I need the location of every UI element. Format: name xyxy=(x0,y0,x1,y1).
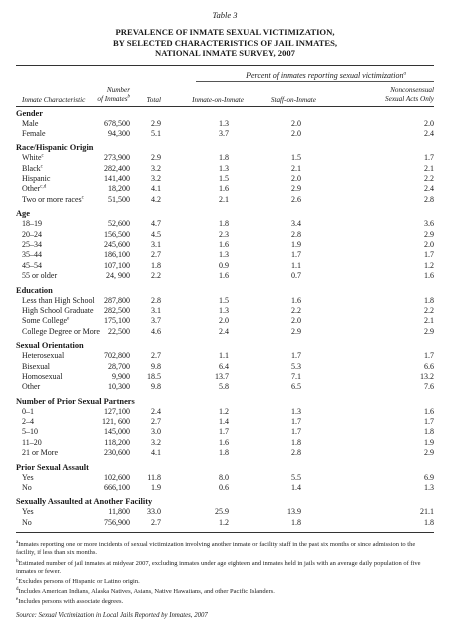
cell-inmate-on-inmate: 1.8 xyxy=(219,153,229,163)
table-row xyxy=(16,417,434,427)
cell-staff-on-inmate: 1.9 xyxy=(291,240,301,250)
cell-number: 678,500 xyxy=(104,118,130,128)
footnote xyxy=(16,578,434,586)
row-label xyxy=(22,483,32,493)
cell-inmate-on-inmate: 2.4 xyxy=(219,326,229,336)
cell-total: 11.8 xyxy=(147,472,161,482)
row-label-text: Homosexual xyxy=(22,371,63,381)
table-row xyxy=(16,362,434,372)
row-label xyxy=(22,507,34,517)
row-label-text: 0–1 xyxy=(22,406,34,416)
row-label xyxy=(22,518,32,528)
title-line: NATIONAL INMATE SURVEY, 2007 xyxy=(155,48,295,58)
header-rule xyxy=(16,106,434,107)
cell-total: 2.7 xyxy=(151,517,161,527)
cell-nonconsensual: 2.2 xyxy=(424,174,434,184)
footnote-mark: c xyxy=(41,153,44,159)
table-title xyxy=(16,27,434,59)
row-label xyxy=(22,153,44,163)
row-label-text: Heterosexual xyxy=(22,351,65,361)
cell-nonconsensual: 2.2 xyxy=(424,305,434,315)
cell-total: 9.8 xyxy=(151,382,161,392)
cell-nonconsensual: 2.4 xyxy=(424,184,434,194)
footnote-mark: b xyxy=(16,558,19,564)
cell-total: 2.9 xyxy=(151,153,161,163)
cell-number: 186,100 xyxy=(104,250,130,260)
row-label-text: Female xyxy=(22,128,46,138)
cell-inmate-on-inmate: 1.5 xyxy=(219,174,229,184)
row-label xyxy=(22,174,50,184)
cell-staff-on-inmate: 2.0 xyxy=(291,316,301,326)
row-label-text: 20–24 xyxy=(22,229,42,239)
cell-number: 702,800 xyxy=(104,351,130,361)
row-label xyxy=(22,240,42,250)
cell-inmate-on-inmate: 1.8 xyxy=(219,448,229,458)
row-label-text: Male xyxy=(22,118,39,128)
col-inmate-on-inmate: Inmate-on-Inmate xyxy=(192,95,244,104)
cell-staff-on-inmate: 2.6 xyxy=(291,194,301,204)
percent-header xyxy=(16,70,434,81)
cell-number: 102,600 xyxy=(104,472,130,482)
table-row xyxy=(16,518,434,528)
cell-total: 3.2 xyxy=(151,163,161,173)
cell-number: 141,400 xyxy=(104,174,130,184)
cell-total: 2.7 xyxy=(151,417,161,427)
row-label xyxy=(22,195,84,205)
footnote-mark: c xyxy=(40,164,43,170)
cell-total: 4.1 xyxy=(151,184,161,194)
cell-inmate-on-inmate: 5.8 xyxy=(219,382,229,392)
cell-number: 94,300 xyxy=(108,128,130,138)
cell-number: 145,000 xyxy=(104,427,130,437)
row-label-text: No xyxy=(22,483,32,493)
cell-nonconsensual: 1.2 xyxy=(424,260,434,270)
cell-total: 2.9 xyxy=(151,118,161,128)
cell-staff-on-inmate: 1.1 xyxy=(291,260,301,270)
cell-number: 245,600 xyxy=(104,240,130,250)
cell-inmate-on-inmate: 1.3 xyxy=(219,250,229,260)
cell-staff-on-inmate: 2.0 xyxy=(291,118,301,128)
table-row xyxy=(16,327,434,337)
row-label-text: Bisexual xyxy=(22,361,50,371)
row-label xyxy=(22,261,42,271)
cell-total: 2.7 xyxy=(151,250,161,260)
table-row xyxy=(16,351,434,361)
cell-staff-on-inmate: 1.7 xyxy=(291,427,301,437)
table-row xyxy=(16,296,434,306)
cell-total: 18.5 xyxy=(147,371,161,381)
section-heading: Sexually Assaulted at Another Facility xyxy=(16,497,153,507)
cell-total: 1.9 xyxy=(151,483,161,493)
row-label-text: Some College xyxy=(22,316,68,326)
table-row xyxy=(16,219,434,229)
cell-staff-on-inmate: 1.8 xyxy=(291,517,301,527)
cell-number: 273,900 xyxy=(104,153,130,163)
cell-inmate-on-inmate: 1.3 xyxy=(219,118,229,128)
cell-inmate-on-inmate: 1.5 xyxy=(219,295,229,305)
cell-total: 3.2 xyxy=(151,174,161,184)
table-row xyxy=(16,507,434,517)
cell-nonconsensual: 1.6 xyxy=(424,406,434,416)
row-label xyxy=(22,327,100,337)
cell-nonconsensual: 2.1 xyxy=(424,163,434,173)
cell-number: 118,200 xyxy=(104,437,130,447)
table-row xyxy=(16,129,434,139)
col-characteristic: Inmate Characteristic xyxy=(22,95,86,104)
row-label xyxy=(22,473,34,483)
cell-number: 175,100 xyxy=(104,316,130,326)
cell-staff-on-inmate: 3.4 xyxy=(291,219,301,229)
column-headers xyxy=(16,82,434,106)
table-row xyxy=(16,448,434,458)
table-row xyxy=(16,250,434,260)
col-total: Total xyxy=(146,95,161,104)
cell-total: 4.5 xyxy=(151,229,161,239)
footnote xyxy=(16,560,434,576)
cell-staff-on-inmate: 5.5 xyxy=(291,472,301,482)
row-label xyxy=(22,230,42,240)
table-row xyxy=(16,240,434,250)
cell-number: 121, 600 xyxy=(102,417,130,427)
percent-header-footnote-mark: a xyxy=(403,70,406,76)
cell-number: 9,900 xyxy=(112,371,130,381)
cell-inmate-on-inmate: 1.2 xyxy=(219,517,229,527)
table-label: Table 3 xyxy=(212,10,238,20)
cell-total: 3.1 xyxy=(151,240,161,250)
row-label xyxy=(22,219,42,229)
row-label-text: 21 or More xyxy=(22,448,58,458)
cell-inmate-on-inmate: 1.6 xyxy=(219,240,229,250)
cell-staff-on-inmate: 2.2 xyxy=(291,305,301,315)
cell-number: 282,400 xyxy=(104,163,130,173)
cell-nonconsensual: 1.7 xyxy=(424,351,434,361)
row-label-text: 45–54 xyxy=(22,260,42,270)
table-row xyxy=(16,230,434,240)
row-label-text: 35–44 xyxy=(22,250,42,260)
cell-nonconsensual: 1.8 xyxy=(424,427,434,437)
cell-inmate-on-inmate: 6.4 xyxy=(219,361,229,371)
bottom-rule xyxy=(16,532,434,533)
footnote-mark: c,d xyxy=(40,184,47,190)
percent-header-text: Percent of inmates reporting sexual victimization xyxy=(246,70,404,80)
row-label xyxy=(22,164,43,174)
col-number-line2 xyxy=(97,95,130,104)
row-label xyxy=(22,427,38,437)
cell-staff-on-inmate: 0.7 xyxy=(291,271,301,281)
col-number-line2-text: of Inmates xyxy=(97,94,128,103)
table-row xyxy=(16,119,434,129)
cell-staff-on-inmate: 5.3 xyxy=(291,361,301,371)
row-label-text: College Degree or More xyxy=(22,326,100,336)
cell-inmate-on-inmate: 2.0 xyxy=(219,316,229,326)
cell-number: 51,500 xyxy=(108,194,130,204)
cell-number: 11,800 xyxy=(108,507,130,517)
table-row xyxy=(16,184,434,194)
cell-inmate-on-inmate: 1.2 xyxy=(219,406,229,416)
row-label-text: Yes xyxy=(22,472,34,482)
table-row xyxy=(16,306,434,316)
footnote-text: Excludes persons of Hispanic or Latino origin. xyxy=(18,578,140,586)
row-label-text: 2–4 xyxy=(22,417,34,427)
table-row xyxy=(16,174,434,184)
cell-inmate-on-inmate: 1.8 xyxy=(219,219,229,229)
row-label xyxy=(22,306,94,316)
section-heading: Education xyxy=(16,285,53,295)
row-label xyxy=(22,250,42,260)
cell-nonconsensual: 2.8 xyxy=(424,194,434,204)
section-heading: Gender xyxy=(16,108,43,118)
row-label-text: White xyxy=(22,153,42,163)
section-heading: Age xyxy=(16,209,30,219)
cell-nonconsensual: 1.8 xyxy=(424,295,434,305)
cell-nonconsensual: 3.6 xyxy=(424,219,434,229)
row-label xyxy=(22,438,42,448)
table-row xyxy=(16,382,434,392)
cell-staff-on-inmate: 7.1 xyxy=(291,371,301,381)
cell-nonconsensual: 2.4 xyxy=(424,128,434,138)
cell-total: 2.4 xyxy=(151,406,161,416)
cell-number: 22,500 xyxy=(108,326,130,336)
row-label-text: 5–10 xyxy=(22,427,38,437)
col-nonconsensual-line2: Sexual Acts Only xyxy=(385,94,434,103)
title-line: BY SELECTED CHARACTERISTICS OF JAIL INMATES, xyxy=(112,37,338,48)
footnote-mark: e xyxy=(16,597,19,603)
cell-inmate-on-inmate: 1.6 xyxy=(219,184,229,194)
footnote-text: Includes persons with associate degrees. xyxy=(18,598,124,606)
cell-number: 18,200 xyxy=(108,184,130,194)
row-label xyxy=(22,407,34,417)
row-label-text: 18–19 xyxy=(22,219,42,229)
table-row xyxy=(16,427,434,437)
row-label-text: No xyxy=(22,517,32,527)
cell-nonconsensual: 6.9 xyxy=(424,472,434,482)
footnote-text: Estimated number of jail inmates at midyear 2007, excluding inmates under age eighteen and inmates held in jails with an average daily population of five inmates or fewer. xyxy=(16,559,421,575)
cell-total: 4.2 xyxy=(151,194,161,204)
cell-inmate-on-inmate: 1.4 xyxy=(219,417,229,427)
cell-total: 33.0 xyxy=(147,507,161,517)
cell-total: 3.2 xyxy=(151,437,161,447)
cell-inmate-on-inmate: 0.6 xyxy=(219,483,229,493)
cell-inmate-on-inmate: 1.6 xyxy=(219,437,229,447)
cell-nonconsensual: 6.6 xyxy=(424,361,434,371)
row-label xyxy=(22,184,46,194)
row-label-text: Less than High School xyxy=(22,295,95,305)
cell-nonconsensual: 1.8 xyxy=(424,517,434,527)
title-line: PREVALENCE OF INMATE SEXUAL VICTIMIZATION, xyxy=(115,27,335,37)
cell-number: 28,700 xyxy=(108,361,130,371)
row-label-text: Hispanic xyxy=(22,174,51,184)
footnote-mark: c xyxy=(16,576,19,582)
table-row xyxy=(16,473,434,483)
cell-total: 4.1 xyxy=(151,448,161,458)
col-number-line1: Number xyxy=(106,85,130,94)
table-row xyxy=(16,261,434,271)
cell-staff-on-inmate: 2.0 xyxy=(291,174,301,184)
table-row xyxy=(16,407,434,417)
cell-number: 230,600 xyxy=(104,448,130,458)
cell-inmate-on-inmate: 1.1 xyxy=(219,351,229,361)
cell-number: 52,600 xyxy=(108,219,130,229)
row-label xyxy=(22,129,46,139)
cell-nonconsensual: 1.7 xyxy=(424,153,434,163)
row-label xyxy=(22,362,50,372)
cell-number: 127,100 xyxy=(104,406,130,416)
section-heading: Prior Sexual Assault xyxy=(16,462,89,472)
cell-staff-on-inmate: 1.3 xyxy=(291,406,301,416)
cell-total: 2.2 xyxy=(151,271,161,281)
cell-inmate-on-inmate: 0.9 xyxy=(219,260,229,270)
cell-nonconsensual: 2.9 xyxy=(424,448,434,458)
table-body xyxy=(16,108,434,529)
cell-total: 3.1 xyxy=(151,305,161,315)
cell-inmate-on-inmate: 1.6 xyxy=(219,271,229,281)
cell-nonconsensual: 1.7 xyxy=(424,417,434,427)
source-note: Source: Sexual Victimization in Local Jails Reported by Inmates, 2007 xyxy=(16,611,208,619)
cell-total: 1.8 xyxy=(151,260,161,270)
col-nonconsensual-line1: Nonconsensual xyxy=(390,85,434,94)
cell-inmate-on-inmate: 2.3 xyxy=(219,229,229,239)
cell-staff-on-inmate: 1.6 xyxy=(291,295,301,305)
cell-inmate-on-inmate: 1.7 xyxy=(219,427,229,437)
cell-staff-on-inmate: 1.4 xyxy=(291,483,301,493)
footnote-text: Inmates reporting one or more incidents of sexual victimization involving another inmate or facility staff in the past six months or since admission to the facility, if less than six months. xyxy=(16,541,416,557)
cell-number: 666,100 xyxy=(104,483,130,493)
table-row xyxy=(16,195,434,205)
cell-total: 2.7 xyxy=(151,351,161,361)
row-label xyxy=(22,296,95,306)
cell-total: 4.6 xyxy=(151,326,161,336)
cell-number: 282,500 xyxy=(104,305,130,315)
col-number-footnote-mark: b xyxy=(127,94,130,100)
row-label-text: 55 or older xyxy=(22,271,58,281)
row-label xyxy=(22,372,62,382)
row-label xyxy=(22,382,40,392)
table-row xyxy=(16,316,434,326)
footnote-text: Includes American Indians, Alaska Natives, Asians, Native Hawaiians, and other Pacific Islanders. xyxy=(18,588,275,596)
footnote xyxy=(16,541,434,557)
cell-number: 156,500 xyxy=(104,229,130,239)
cell-number: 10,300 xyxy=(108,382,130,392)
cell-nonconsensual: 1.6 xyxy=(424,271,434,281)
cell-total: 5.1 xyxy=(151,128,161,138)
row-label-text: 25–34 xyxy=(22,240,42,250)
cell-inmate-on-inmate: 3.7 xyxy=(219,128,229,138)
col-staff-on-inmate: Staff-on-Inmate xyxy=(270,95,316,104)
section-heading: Sexual Orientation xyxy=(16,341,84,351)
top-rule xyxy=(16,65,434,66)
cell-nonconsensual: 13.2 xyxy=(420,371,434,381)
cell-nonconsensual: 2.9 xyxy=(424,326,434,336)
cell-staff-on-inmate: 1.7 xyxy=(291,351,301,361)
row-label xyxy=(22,417,34,427)
cell-nonconsensual: 21.1 xyxy=(420,507,434,517)
cell-nonconsensual: 2.1 xyxy=(424,316,434,326)
table-row xyxy=(16,153,434,163)
cell-number: 24, 900 xyxy=(106,271,130,281)
row-label xyxy=(22,119,38,129)
row-label xyxy=(22,351,64,361)
cell-nonconsensual: 1.3 xyxy=(424,483,434,493)
cell-staff-on-inmate: 2.8 xyxy=(291,448,301,458)
cell-inmate-on-inmate: 25.9 xyxy=(215,507,229,517)
row-label-text: High School Graduate xyxy=(22,305,94,315)
footnote-mark: c xyxy=(81,195,84,201)
cell-total: 3.0 xyxy=(151,427,161,437)
row-label xyxy=(22,448,58,458)
cell-inmate-on-inmate: 1.3 xyxy=(219,163,229,173)
cell-inmate-on-inmate: 1.3 xyxy=(219,305,229,315)
row-label xyxy=(22,316,69,326)
footnote-mark: d xyxy=(16,587,19,593)
cell-staff-on-inmate: 1.7 xyxy=(291,417,301,427)
row-label-text: Black xyxy=(22,163,41,173)
cell-nonconsensual: 2.9 xyxy=(424,229,434,239)
table-row xyxy=(16,271,434,281)
cell-staff-on-inmate: 2.9 xyxy=(291,184,301,194)
row-label-text: Yes xyxy=(22,507,34,517)
row-label-text: 11–20 xyxy=(22,437,42,447)
cell-total: 2.8 xyxy=(151,295,161,305)
cell-staff-on-inmate: 2.0 xyxy=(291,128,301,138)
cell-staff-on-inmate: 2.1 xyxy=(291,163,301,173)
cell-staff-on-inmate: 1.7 xyxy=(291,250,301,260)
table-row xyxy=(16,483,434,493)
footnotes xyxy=(16,541,434,606)
cell-nonconsensual: 7.6 xyxy=(424,382,434,392)
cell-staff-on-inmate: 2.8 xyxy=(291,229,301,239)
table-row xyxy=(16,372,434,382)
cell-number: 756,900 xyxy=(104,517,130,527)
cell-inmate-on-inmate: 2.1 xyxy=(219,194,229,204)
cell-inmate-on-inmate: 13.7 xyxy=(215,371,229,381)
cell-number: 287,800 xyxy=(104,295,130,305)
row-label-text: Other xyxy=(22,184,41,194)
section-heading: Race/Hispanic Origin xyxy=(16,143,94,153)
cell-staff-on-inmate: 13.9 xyxy=(287,507,301,517)
cell-total: 9.8 xyxy=(151,361,161,371)
cell-number: 107,100 xyxy=(104,260,130,270)
footnote xyxy=(16,598,434,606)
footnote-mark: e xyxy=(67,316,70,322)
cell-staff-on-inmate: 2.9 xyxy=(291,326,301,336)
row-label-text: Other xyxy=(22,382,41,392)
table-row xyxy=(16,164,434,174)
cell-inmate-on-inmate: 8.0 xyxy=(219,472,229,482)
cell-staff-on-inmate: 1.5 xyxy=(291,153,301,163)
cell-staff-on-inmate: 6.5 xyxy=(291,382,301,392)
footnote xyxy=(16,588,434,596)
cell-nonconsensual: 1.9 xyxy=(424,437,434,447)
row-label-text: Two or more races xyxy=(22,194,82,204)
cell-total: 3.7 xyxy=(151,316,161,326)
cell-staff-on-inmate: 1.8 xyxy=(291,437,301,447)
cell-total: 4.7 xyxy=(151,219,161,229)
cell-nonconsensual: 1.7 xyxy=(424,250,434,260)
cell-nonconsensual: 2.0 xyxy=(424,240,434,250)
footnote-mark: a xyxy=(16,540,19,546)
section-heading: Number of Prior Sexual Partners xyxy=(16,396,135,406)
cell-nonconsensual: 2.0 xyxy=(424,118,434,128)
row-label xyxy=(22,271,57,281)
table-row xyxy=(16,438,434,448)
